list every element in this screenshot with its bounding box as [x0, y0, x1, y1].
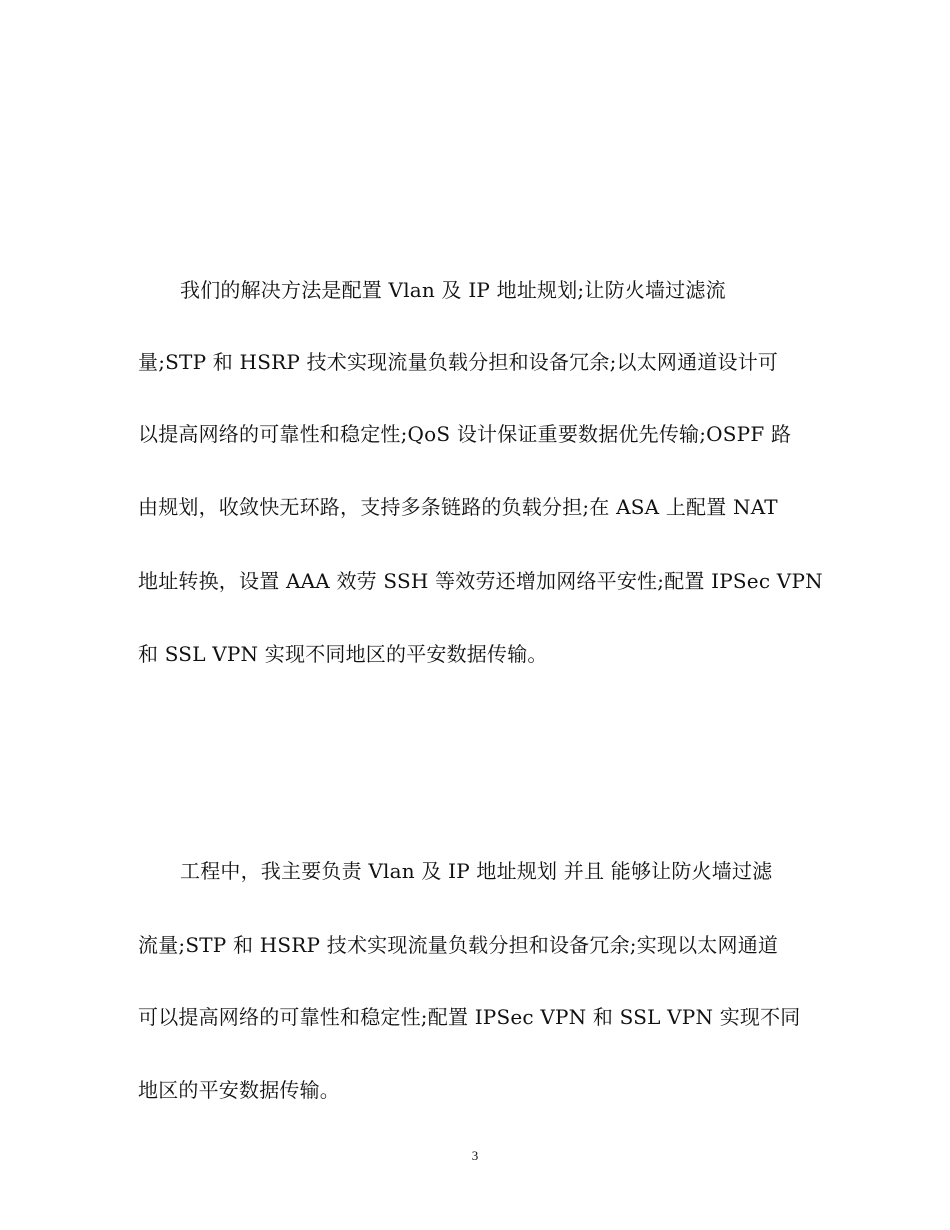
paragraph-line: 和 SSL VPN 实现不同地区的平安数据传输。	[138, 642, 548, 666]
paragraph-line: 工程中，我主要负责 Vlan 及 IP 地址规划 并且 能够让防火墙过滤	[180, 859, 773, 883]
paragraph-line: 我们的解决方法是配置 Vlan 及 IP 地址规划;让防火墙过滤流	[180, 278, 726, 302]
paragraph-line: 流量;STP 和 HSRP 技术实现流量负载分担和设备冗余;实现以太网通道	[138, 933, 779, 957]
paragraph-line: 以提高网络的可靠性和稳定性;QoS 设计保证重要数据优先传输;OSPF 路	[138, 422, 792, 446]
paragraph-line: 地区的平安数据传输。	[138, 1078, 340, 1102]
paragraph-line: 地址转换，设置 AAA 效劳 SSH 等效劳还增加网络平安性;配置 IPSec VPN	[138, 569, 823, 593]
paragraph-line: 量;STP 和 HSRP 技术实现流量负载分担和设备冗余;以太网通道设计可	[138, 350, 779, 374]
paragraph-line: 由规划，收敛快无环路，支持多条链路的负载分担;在 ASA 上配置 NAT	[138, 495, 778, 519]
paragraph-line: 可以提高网络的可靠性和稳定性;配置 IPSec VPN 和 SSL VPN 实现不同	[138, 1005, 801, 1029]
page-number: 3	[471, 1148, 479, 1163]
